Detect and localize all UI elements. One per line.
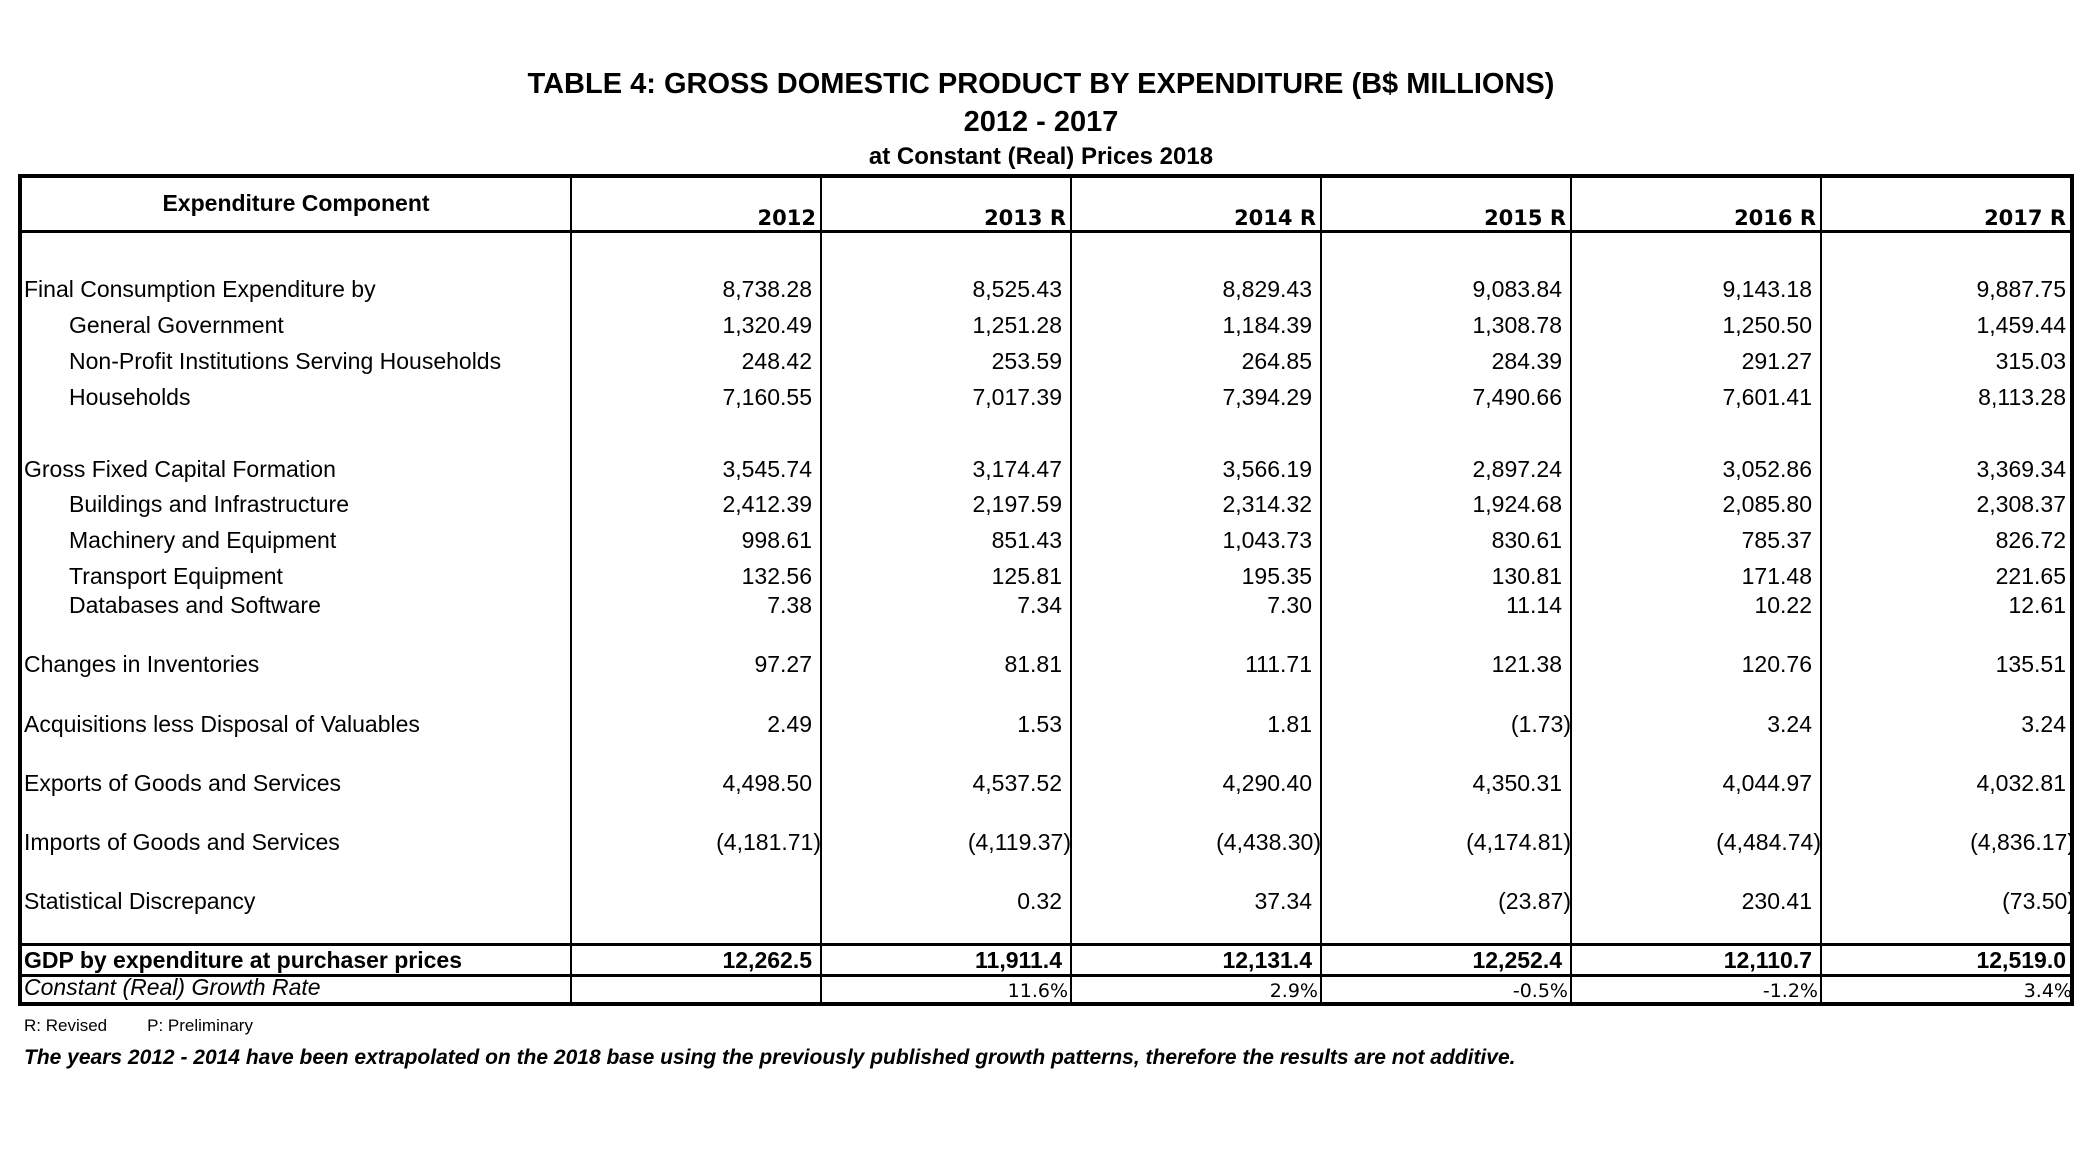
table-cell: 3,174.47 bbox=[972, 456, 1062, 482]
table-cell: 9,143.18 bbox=[1722, 276, 1812, 302]
table-cell: (4,181.71) bbox=[716, 829, 821, 855]
footnote-preliminary: P: Preliminary bbox=[147, 1016, 253, 1035]
table-cell: 2,314.32 bbox=[1222, 491, 1312, 517]
total-row-bottom-divider bbox=[18, 974, 2074, 977]
table-cell: 7,490.66 bbox=[1472, 384, 1562, 410]
table-cell: 3,545.74 bbox=[722, 456, 812, 482]
table-cell: (4,119.37) bbox=[967, 829, 1071, 855]
table-cell: (73.50) bbox=[2002, 888, 2075, 914]
table-cell: 37.34 bbox=[1254, 888, 1312, 914]
table-cell: 2.9% bbox=[1269, 980, 1318, 1002]
table-cell: 12,110.7 bbox=[1723, 947, 1812, 973]
table-cell: 3.24 bbox=[2021, 711, 2066, 737]
table-cell: 1,459.44 bbox=[1976, 312, 2066, 338]
column-divider bbox=[820, 174, 822, 1006]
row-label: Gross Fixed Capital Formation bbox=[24, 456, 336, 482]
header-divider bbox=[18, 230, 2074, 233]
table-cell: 9,083.84 bbox=[1472, 276, 1562, 302]
table-cell: 7,017.39 bbox=[972, 384, 1062, 410]
column-header-year: 2014 R bbox=[1234, 206, 1316, 230]
table-cell: 7,601.41 bbox=[1722, 384, 1812, 410]
table-cell: 12,262.5 bbox=[722, 947, 812, 973]
table-cell: 121.38 bbox=[1491, 651, 1562, 677]
table-cell: 111.71 bbox=[1245, 651, 1312, 677]
table-cell: 7,394.29 bbox=[1222, 384, 1312, 410]
row-label: Acquisitions less Disposal of Valuables bbox=[24, 711, 420, 737]
table-cell: 130.81 bbox=[1491, 563, 1562, 589]
table-cell: 11.14 bbox=[1506, 592, 1562, 618]
table-cell: 253.59 bbox=[991, 348, 1062, 374]
table-cell: 826.72 bbox=[1995, 527, 2066, 553]
table-cell: 851.43 bbox=[991, 527, 1062, 553]
row-label: Changes in Inventories bbox=[24, 651, 260, 677]
table-cell: 12,252.4 bbox=[1472, 947, 1562, 973]
table-cell: (4,438.30) bbox=[1216, 829, 1321, 855]
table-cell: 3.4% bbox=[2023, 980, 2072, 1002]
table-cell: 2,897.24 bbox=[1472, 456, 1562, 482]
row-label: Machinery and Equipment bbox=[69, 527, 337, 553]
table-cell: 3,369.34 bbox=[1976, 456, 2066, 482]
table-cell: 264.85 bbox=[1241, 348, 1312, 374]
table-cell: 315.03 bbox=[1995, 348, 2066, 374]
table-cell: 2,412.39 bbox=[722, 491, 812, 517]
table-cell: 132.56 bbox=[741, 563, 812, 589]
table-cell: 120.76 bbox=[1741, 651, 1812, 677]
table-cell: 4,537.52 bbox=[972, 770, 1062, 796]
row-label: General Government bbox=[69, 312, 284, 338]
table-cell: 12.61 bbox=[2008, 592, 2066, 618]
table-cell: 7.38 bbox=[767, 592, 812, 618]
table-cell: 3,566.19 bbox=[1222, 456, 1312, 482]
column-divider bbox=[1820, 174, 1822, 1006]
table-cell: 2.49 bbox=[767, 711, 812, 737]
table-cell: 3,052.86 bbox=[1722, 456, 1812, 482]
table-cell: 1,043.73 bbox=[1222, 527, 1312, 553]
table-cell: 3.24 bbox=[1767, 711, 1812, 737]
row-label: Imports of Goods and Services bbox=[24, 829, 340, 855]
column-divider bbox=[1570, 174, 1572, 1006]
table-cell: 8,738.28 bbox=[722, 276, 812, 302]
table-cell: 2,308.37 bbox=[1976, 491, 2066, 517]
table-cell: (4,484.74) bbox=[1716, 829, 1821, 855]
table-cell: 7.34 bbox=[1017, 592, 1062, 618]
table-cell: 7,160.55 bbox=[722, 384, 812, 410]
table-cell: (1.73) bbox=[1510, 711, 1571, 737]
table-cell: 248.42 bbox=[741, 348, 812, 374]
footnote-legend bbox=[24, 1016, 293, 1036]
row-label: GDP by expenditure at purchaser prices bbox=[24, 947, 463, 973]
column-header-component: Expenditure Component bbox=[162, 190, 430, 216]
table-cell: 4,350.31 bbox=[1472, 770, 1562, 796]
table-cell: 230.41 bbox=[1741, 888, 1812, 914]
table-title: TABLE 4: GROSS DOMESTIC PRODUCT BY EXPENDITURE (B$ MILLIONS) bbox=[527, 68, 1555, 100]
table-cell: 1,924.68 bbox=[1472, 491, 1562, 517]
table-cell: 125.81 bbox=[991, 563, 1062, 589]
table-cell: 195.35 bbox=[1241, 563, 1312, 589]
table-cell: 8,525.43 bbox=[972, 276, 1062, 302]
table-year-range: 2012 - 2017 bbox=[963, 106, 1119, 138]
table-cell: 171.48 bbox=[1741, 563, 1812, 589]
table-cell: 998.61 bbox=[741, 527, 812, 553]
table-cell: 12,131.4 bbox=[1222, 947, 1312, 973]
row-label: Databases and Software bbox=[69, 592, 321, 618]
table-cell: 97.27 bbox=[754, 651, 812, 677]
table-cell: 8,829.43 bbox=[1222, 276, 1312, 302]
footnote-revised: R: Revised bbox=[24, 1016, 108, 1035]
table-cell: 1,308.78 bbox=[1472, 312, 1562, 338]
column-header-year: 2015 R bbox=[1484, 206, 1566, 230]
footnote-note: The years 2012 - 2014 have been extrapolated on the 2018 base using the previously published growth patterns, therefore the results are not additive. bbox=[24, 1046, 1516, 1069]
table-cell: 4,290.40 bbox=[1222, 770, 1312, 796]
table-cell: 4,032.81 bbox=[1976, 770, 2066, 796]
table-cell: (23.87) bbox=[1498, 888, 1571, 914]
row-label: Buildings and Infrastructure bbox=[69, 491, 349, 517]
row-label: Non-Profit Institutions Serving Households bbox=[69, 348, 502, 374]
table-cell: 9,887.75 bbox=[1976, 276, 2066, 302]
column-divider bbox=[1070, 174, 1072, 1006]
column-header-year: 2017 R bbox=[1984, 206, 2066, 230]
table-cell: 4,498.50 bbox=[722, 770, 812, 796]
row-label: Statistical Discrepancy bbox=[24, 888, 256, 914]
table-cell: 81.81 bbox=[1004, 651, 1062, 677]
table-cell: 2,197.59 bbox=[972, 491, 1062, 517]
column-header-year: 2012 bbox=[757, 206, 816, 230]
row-label: Transport Equipment bbox=[69, 563, 283, 589]
table-cell: 11.6% bbox=[1007, 980, 1068, 1002]
table-cell: 221.65 bbox=[1995, 563, 2066, 589]
table-cell: -1.2% bbox=[1762, 980, 1818, 1002]
table-cell: 291.27 bbox=[1741, 348, 1812, 374]
column-divider bbox=[1320, 174, 1322, 1006]
table-cell: 7.30 bbox=[1267, 592, 1312, 618]
column-header-year: 2016 R bbox=[1734, 206, 1816, 230]
table-cell: 0.32 bbox=[1017, 888, 1062, 914]
row-label: Households bbox=[69, 384, 191, 410]
table-cell: (4,836.17) bbox=[1970, 829, 2075, 855]
column-header-year: 2013 R bbox=[984, 206, 1066, 230]
table-cell: 12,519.0 bbox=[1976, 947, 2066, 973]
table-cell: 1.53 bbox=[1017, 711, 1062, 737]
table-cell: 8,113.28 bbox=[1978, 384, 2066, 410]
table-cell: 1,250.50 bbox=[1722, 312, 1812, 338]
table-cell: 2,085.80 bbox=[1722, 491, 1812, 517]
table-cell: 10.22 bbox=[1754, 592, 1812, 618]
table-cell: 284.39 bbox=[1491, 348, 1562, 374]
table-cell: 135.51 bbox=[1995, 651, 2066, 677]
table-cell: 11,911.4 bbox=[975, 947, 1062, 973]
table-cell: 4,044.97 bbox=[1722, 770, 1812, 796]
column-divider bbox=[570, 174, 572, 1006]
table-cell: 1,320.49 bbox=[722, 312, 812, 338]
table-price-basis: at Constant (Real) Prices 2018 bbox=[868, 143, 1214, 170]
row-label: Exports of Goods and Services bbox=[24, 770, 342, 796]
row-label: Constant (Real) Growth Rate bbox=[24, 974, 321, 1000]
table-cell: -0.5% bbox=[1512, 980, 1568, 1002]
total-row-top-divider bbox=[18, 943, 2074, 946]
table-cell: 1,184.39 bbox=[1222, 312, 1312, 338]
table-cell: 1.81 bbox=[1267, 711, 1312, 737]
table-cell: (4,174.81) bbox=[1466, 829, 1571, 855]
table-cell: 830.61 bbox=[1491, 527, 1562, 553]
table-cell: 785.37 bbox=[1741, 527, 1812, 553]
row-label: Final Consumption Expenditure by bbox=[24, 276, 376, 302]
table-cell: 1,251.28 bbox=[972, 312, 1062, 338]
